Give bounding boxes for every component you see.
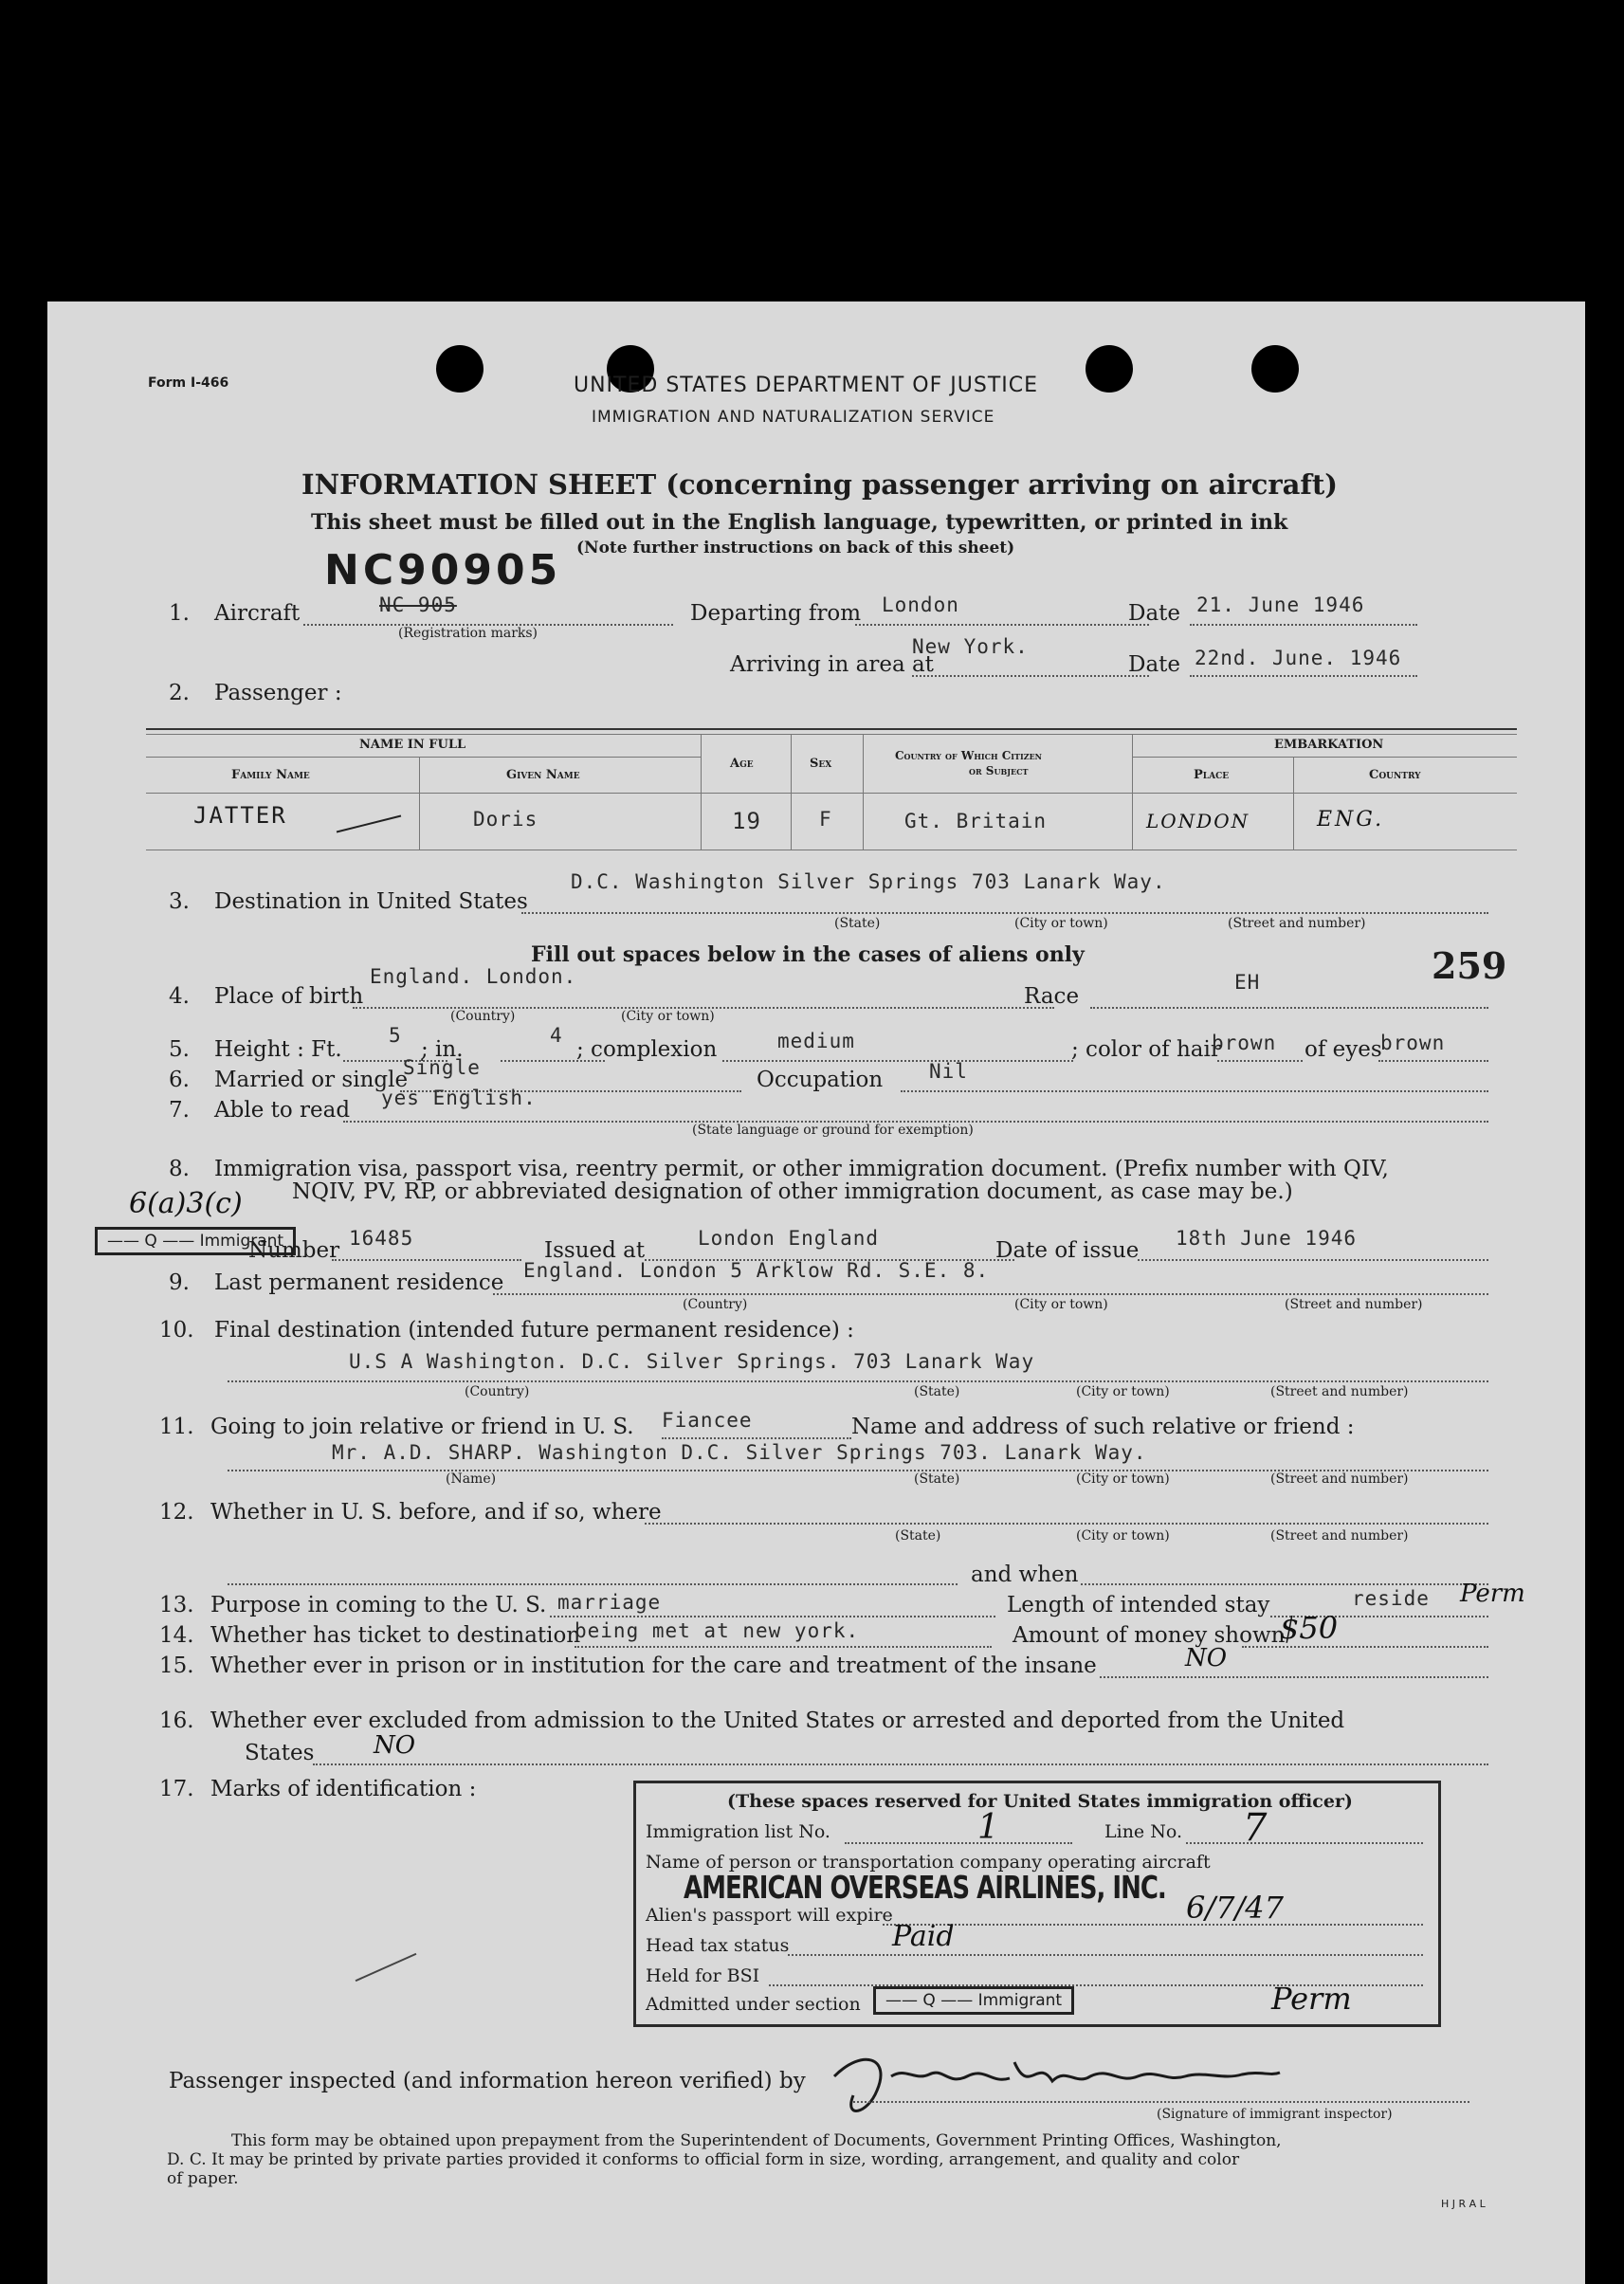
dotted-line: [883, 1924, 1423, 1926]
registration-stamp: NC90905: [324, 546, 562, 594]
head-tax-label: Head tax status: [646, 1935, 790, 1956]
table-rule: [146, 757, 701, 758]
dotted-line: [788, 1954, 1423, 1956]
page-title: INFORMATION SHEET (concerning passenger arriving on aircraft): [301, 468, 1339, 501]
sex-value: F: [819, 808, 832, 831]
issue-date-label: Date of issue: [995, 1238, 1140, 1263]
purpose-label: Purpose in coming to the U. S.: [210, 1593, 547, 1617]
company-stamp: AMERICAN OVERSEAS AIRLINES, INC.: [684, 1871, 1166, 1907]
issued-value: London England: [698, 1227, 880, 1250]
company-label: Name of person or transportation company operating aircraft: [646, 1852, 1211, 1873]
stay-label: Length of intended stay: [1007, 1593, 1270, 1617]
state-caption: (State): [914, 1384, 960, 1399]
eyes-label: of eyes: [1305, 1037, 1382, 1062]
relative-label: Going to join relative or friend in U. S.: [210, 1415, 634, 1439]
departing-date: 21. June 1946: [1196, 594, 1365, 616]
table-rule: [419, 757, 420, 850]
footer-text-line3: of paper.: [167, 2169, 239, 2188]
passenger-table: [146, 728, 1517, 853]
state-caption: (State): [914, 1471, 960, 1487]
passport-label: Alien's passport will expire: [646, 1905, 893, 1926]
departing-label: Departing from: [690, 601, 862, 626]
item-number: 12.: [159, 1500, 194, 1525]
dotted-line: [855, 624, 1149, 626]
hair-value: brown: [1212, 1032, 1277, 1054]
dotted-line: [853, 2101, 1469, 2103]
stay-value: reside: [1352, 1587, 1430, 1610]
final-destination-label: Final destination (intended future permanent residence) :: [214, 1318, 854, 1343]
passport-value: 6/7/47: [1186, 1890, 1284, 1926]
ticket-value: being met at new york.: [575, 1619, 860, 1642]
dotted-line: [1081, 1583, 1488, 1585]
form-number: Form I-466: [148, 375, 229, 391]
visa-stamp: —— Q —— Immigrant: [95, 1227, 296, 1255]
number-label: Number: [248, 1238, 340, 1263]
dotted-line: [1186, 1842, 1423, 1844]
dotted-line: [1090, 1007, 1488, 1009]
prison-value: NO: [1185, 1644, 1228, 1672]
table-rule: [146, 734, 1517, 735]
item-number: 6.: [169, 1068, 190, 1092]
city-caption: (City or town): [1014, 916, 1108, 931]
line-value: 7: [1243, 1806, 1268, 1850]
visa-text: Immigration visa, passport visa, reentry permit, or other immigration document. (Prefix number with QIV,: [214, 1157, 1389, 1181]
embark-country-value: ENG.: [1317, 808, 1385, 831]
prison-label: Whether ever in prison or in institution for the care and treatment of the insane: [210, 1654, 1097, 1678]
citizen-value: Gt. Britain: [904, 810, 1048, 832]
street-caption: (Street and number): [1285, 1297, 1423, 1312]
bsi-label: Held for BSI: [646, 1965, 760, 1986]
marital-label: Married or single: [214, 1068, 409, 1092]
date-label: Date: [1128, 601, 1181, 626]
dotted-line: [575, 1646, 992, 1648]
item-number: 10.: [159, 1318, 194, 1343]
dotted-line: [332, 1259, 521, 1261]
previous-visit-label: Whether in U. S. before, and if so, where: [210, 1500, 662, 1525]
head-tax-value: Paid: [892, 1920, 955, 1953]
marital-value: Single: [403, 1056, 481, 1079]
table-rule: [1293, 757, 1294, 850]
age-value: 19: [732, 808, 761, 834]
final-destination-value: U.S A Washington. D.C. Silver Springs. 703 Lanark Way: [349, 1350, 1035, 1373]
street-caption: (Street and number): [1270, 1384, 1409, 1399]
registration-caption: (Registration marks): [398, 626, 538, 641]
city-caption: (City or town): [1076, 1384, 1170, 1399]
table-rule: [146, 793, 1517, 794]
item-number: 16.: [159, 1708, 194, 1733]
purpose-value: marriage: [557, 1591, 662, 1614]
race-label: Race: [1024, 984, 1080, 1009]
list-label: Immigration list No.: [646, 1821, 830, 1842]
admitted-label: Admitted under section: [646, 1994, 861, 2015]
identification-label: Marks of identification :: [210, 1777, 477, 1801]
family-name-header: Family Name: [231, 768, 310, 782]
dotted-line: [722, 1060, 1073, 1062]
country-caption: (Country): [683, 1297, 748, 1312]
sex-header: Sex: [810, 757, 832, 771]
instruction-note: (Note further instructions on back of this sheet): [576, 539, 1015, 557]
item-number: 1.: [169, 601, 190, 626]
table-rule: [701, 734, 702, 850]
city-caption: (City or town): [1076, 1471, 1170, 1487]
dotted-line: [901, 1090, 1488, 1092]
given-name-header: Given Name: [506, 768, 580, 782]
visa-number-value: 16485: [349, 1227, 414, 1250]
arriving-value: New York.: [912, 635, 1029, 658]
punch-hole: [436, 345, 484, 393]
item-number: 3.: [169, 889, 190, 914]
excluded-label: Whether ever excluded from admission to the United States or arrested and deported from the United: [210, 1708, 1345, 1733]
race-value: EH: [1234, 971, 1261, 994]
footer-text: This form may be obtained upon prepayment from the Superintendent of Documents, Government Printing Offices, Washington,: [231, 2131, 1282, 2150]
item-number: 9.: [169, 1270, 190, 1295]
place-header: Place: [1194, 768, 1230, 782]
dotted-line: [662, 1437, 851, 1439]
page-number: 259: [1432, 944, 1507, 987]
table-rule: [146, 728, 1517, 730]
embarkation-header: EMBARKATION: [1274, 738, 1384, 752]
aliens-heading: Fill out spaces below in the cases of aliens only: [531, 942, 1085, 967]
state-caption: (State): [834, 916, 881, 931]
excluded-label-line2: States: [245, 1741, 315, 1765]
dotted-line: [228, 1583, 958, 1585]
service-heading: IMMIGRATION AND NATURALIZATION SERVICE: [592, 408, 995, 427]
height-feet-value: 5: [389, 1024, 402, 1047]
pencil-mark: [356, 1953, 417, 1982]
arriving-label: Arriving in area at: [730, 652, 934, 677]
item-number: 15.: [159, 1654, 194, 1678]
item-number: 5.: [169, 1037, 190, 1062]
city-caption: (City or town): [621, 1009, 715, 1024]
dotted-line: [550, 1616, 995, 1617]
departing-value: London: [882, 594, 959, 616]
relative-name-label: Name and address of such relative or friend :: [851, 1415, 1355, 1439]
destination-label: Destination in United States: [214, 889, 528, 914]
tick-mark: [337, 815, 401, 833]
passenger-label: Passenger :: [214, 681, 342, 705]
age-header: Age: [730, 757, 754, 771]
embark-country-header: Country: [1369, 768, 1421, 782]
when-label: and when: [971, 1562, 1079, 1587]
read-label: Able to read: [214, 1098, 351, 1123]
arriving-date: 22nd. June. 1946: [1195, 647, 1402, 669]
item-number: 2.: [169, 681, 190, 705]
name-caption: (Name): [446, 1471, 497, 1487]
item-number: 17.: [159, 1777, 194, 1801]
name-in-full-header: NAME IN FULL: [359, 738, 466, 752]
dotted-line: [521, 912, 1488, 914]
line-label: Line No.: [1104, 1821, 1182, 1842]
height-label: Height : Ft.: [214, 1037, 342, 1062]
read-caption: (State language or ground for exemption): [692, 1123, 974, 1138]
relation-value: Fiancee: [662, 1409, 753, 1432]
read-value: yes English.: [381, 1087, 537, 1109]
excluded-value: NO: [374, 1731, 416, 1760]
dotted-line: [493, 1293, 1488, 1295]
dotted-line: [1217, 1060, 1303, 1062]
city-caption: (City or town): [1076, 1528, 1170, 1544]
street-caption: (Street and number): [1270, 1528, 1409, 1544]
item-number: 14.: [159, 1623, 194, 1648]
birthplace-label: Place of birth: [214, 984, 364, 1009]
table-rule: [791, 734, 792, 850]
occupation-value: Nil: [929, 1060, 968, 1083]
officer-heading: (These spaces reserved for United States immigration officer): [727, 1791, 1353, 1812]
table-rule: [1132, 757, 1517, 758]
height-inches-value: 4: [550, 1024, 563, 1047]
complexion-label: ; complexion: [576, 1037, 718, 1062]
eyes-value: brown: [1380, 1032, 1446, 1054]
birthplace-value: England. London.: [370, 965, 577, 988]
money-label: Amount of money shown: [1013, 1623, 1286, 1648]
dotted-line: [228, 1380, 1488, 1382]
table-rule: [1132, 734, 1133, 850]
dotted-line: [1378, 1060, 1488, 1062]
footer-text-line2: D. C. It may be printed by private parties provided it conforms to official form in size, wording, arrangement, and quality and color: [167, 2150, 1240, 2169]
inspection-label: Passenger inspected (and information hereon verified) by: [169, 2069, 806, 2093]
list-value: 1: [977, 1808, 999, 1847]
country-caption: (Country): [465, 1384, 530, 1399]
city-caption: (City or town): [1014, 1297, 1108, 1312]
table-rule: [863, 734, 864, 850]
item-number: 8.: [169, 1157, 190, 1181]
issued-label: Issued at: [544, 1238, 646, 1263]
admitted-stamp: —— Q —— Immigrant: [873, 1986, 1074, 2015]
embark-place-value: LONDON: [1146, 810, 1250, 832]
given-name-value: Doris: [473, 808, 538, 831]
destination-value: D.C. Washington Silver Springs 703 Lanark Way.: [571, 870, 1166, 893]
dotted-line: [912, 675, 1149, 677]
margin-note: 6(a)3(c): [129, 1187, 243, 1220]
item-number: 11.: [159, 1415, 194, 1439]
complexion-value: medium: [777, 1030, 855, 1052]
instruction-text: This sheet must be filled out in the English language, typewritten, or printed in ink: [311, 510, 1288, 535]
dotted-line: [1190, 675, 1417, 677]
officer-section: [633, 1781, 1441, 2027]
dotted-line: [645, 1523, 1488, 1525]
dotted-line: [1190, 624, 1417, 626]
form-code: H J R A L: [1441, 2198, 1486, 2210]
dotted-line: [1138, 1259, 1488, 1261]
ticket-label: Whether has ticket to destination: [210, 1623, 581, 1648]
relative-value: Mr. A.D. SHARP. Washington D.C. Silver Springs 703. Lanark Way.: [332, 1441, 1147, 1464]
punch-hole: [1251, 345, 1299, 393]
department-heading: UNITED STATES DEPARTMENT OF JUSTICE: [574, 374, 1039, 397]
dotted-line: [313, 1763, 1488, 1765]
country-header: Country of Which Citizen: [895, 749, 1042, 762]
dotted-line: [845, 1842, 1072, 1844]
aircraft-label: Aircraft: [214, 601, 301, 626]
item-number: 4.: [169, 984, 190, 1009]
date-label: Date: [1128, 652, 1181, 677]
residence-label: Last permanent residence: [214, 1270, 504, 1295]
street-caption: (Street and number): [1228, 916, 1366, 931]
aircraft-value: NC 905: [379, 594, 457, 616]
signature-caption: (Signature of immigrant inspector): [1157, 2107, 1393, 2122]
hair-label: ; color of hair: [1071, 1037, 1221, 1062]
item-number: 13.: [159, 1593, 194, 1617]
family-name-value: JATTER: [193, 802, 287, 829]
form-sheet: [47, 301, 1585, 2284]
occupation-label: Occupation: [757, 1068, 884, 1092]
admitted-handwritten: Perm: [1271, 1981, 1352, 2017]
country-header-line2: or Subject: [969, 764, 1029, 777]
street-caption: (Street and number): [1270, 1471, 1409, 1487]
visa-text-line2: NQIV, PV, RP, or abbreviated designation of other immigration document, as case may be.): [292, 1179, 1293, 1204]
stay-handwritten: Perm: [1460, 1580, 1525, 1608]
residence-value: England. London 5 Arklow Rd. S.E. 8.: [523, 1259, 990, 1282]
money-value: $50: [1280, 1610, 1339, 1646]
issue-date-value: 18th June 1946: [1176, 1227, 1358, 1250]
item-number: 7.: [169, 1098, 190, 1123]
country-caption: (Country): [450, 1009, 516, 1024]
state-caption: (State): [895, 1528, 941, 1544]
punch-hole: [1086, 345, 1133, 393]
inches-label: ; in.: [421, 1037, 464, 1062]
dotted-line: [1100, 1676, 1488, 1678]
dotted-line: [1242, 1646, 1488, 1648]
